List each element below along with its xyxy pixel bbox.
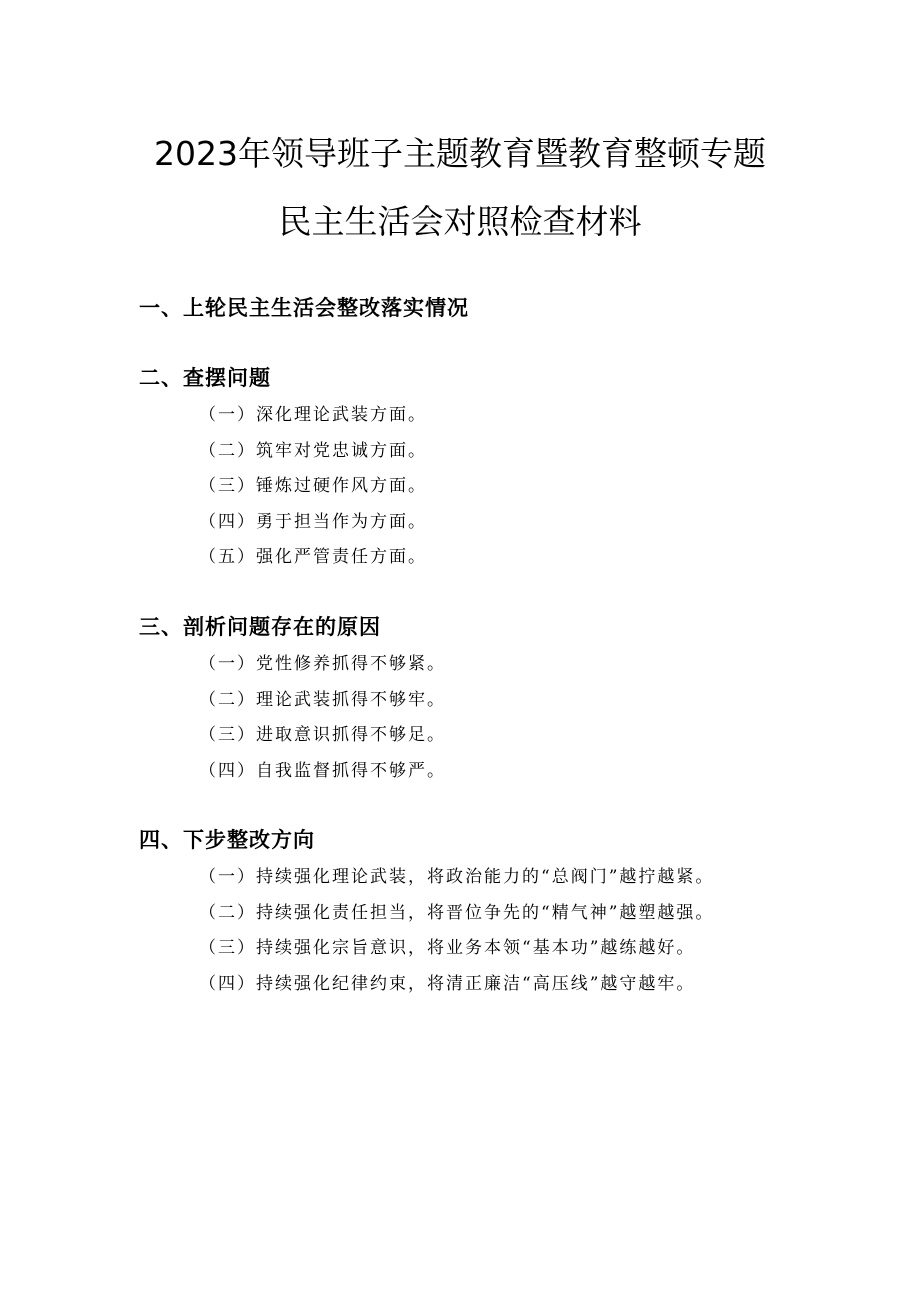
section-heading-1: 一、上轮民主生活会整改落实情况 (139, 296, 469, 320)
section-2-item-1: （一）深化理论武装方面。 (199, 405, 427, 425)
section-4-item-2: （二）持续强化责任担当，将晋位争先的“精气神”越塑越强。 (199, 903, 715, 923)
section-3-item-1: （一）党性修养抓得不够紧。 (199, 654, 446, 674)
section-2-item-5: （五）强化严管责任方面。 (199, 547, 427, 567)
section-heading-4: 四、下步整改方向 (139, 828, 315, 852)
section-heading-2: 二、查摆问题 (139, 366, 271, 390)
document-title-line-2: 民主生活会对照检查材料 (278, 202, 642, 241)
section-4-item-1: （一）持续强化理论武装，将政治能力的“总阀门”越拧越紧。 (199, 867, 715, 887)
section-4-item-3: （三）持续强化宗旨意识，将业务本领“基本功”越练越好。 (199, 938, 696, 958)
section-2-item-4: （四）勇于担当作为方面。 (199, 512, 427, 532)
section-2-item-2: （二）筑牢对党忠诚方面。 (199, 441, 427, 461)
section-heading-3: 三、剖析问题存在的原因 (139, 615, 381, 639)
section-4-item-4: （四）持续强化纪律约束，将清正廉洁“高压线”越守越牢。 (199, 974, 696, 994)
section-3-item-2: （二）理论武装抓得不够牢。 (199, 690, 446, 710)
section-2-item-3: （三）锤炼过硬作风方面。 (199, 476, 427, 496)
document-title-line-1: 2023年领导班子主题教育暨教育整顿专题 (154, 134, 766, 173)
section-3-item-4: （四）自我监督抓得不够严。 (199, 761, 446, 781)
section-3-item-3: （三）进取意识抓得不够足。 (199, 725, 446, 745)
